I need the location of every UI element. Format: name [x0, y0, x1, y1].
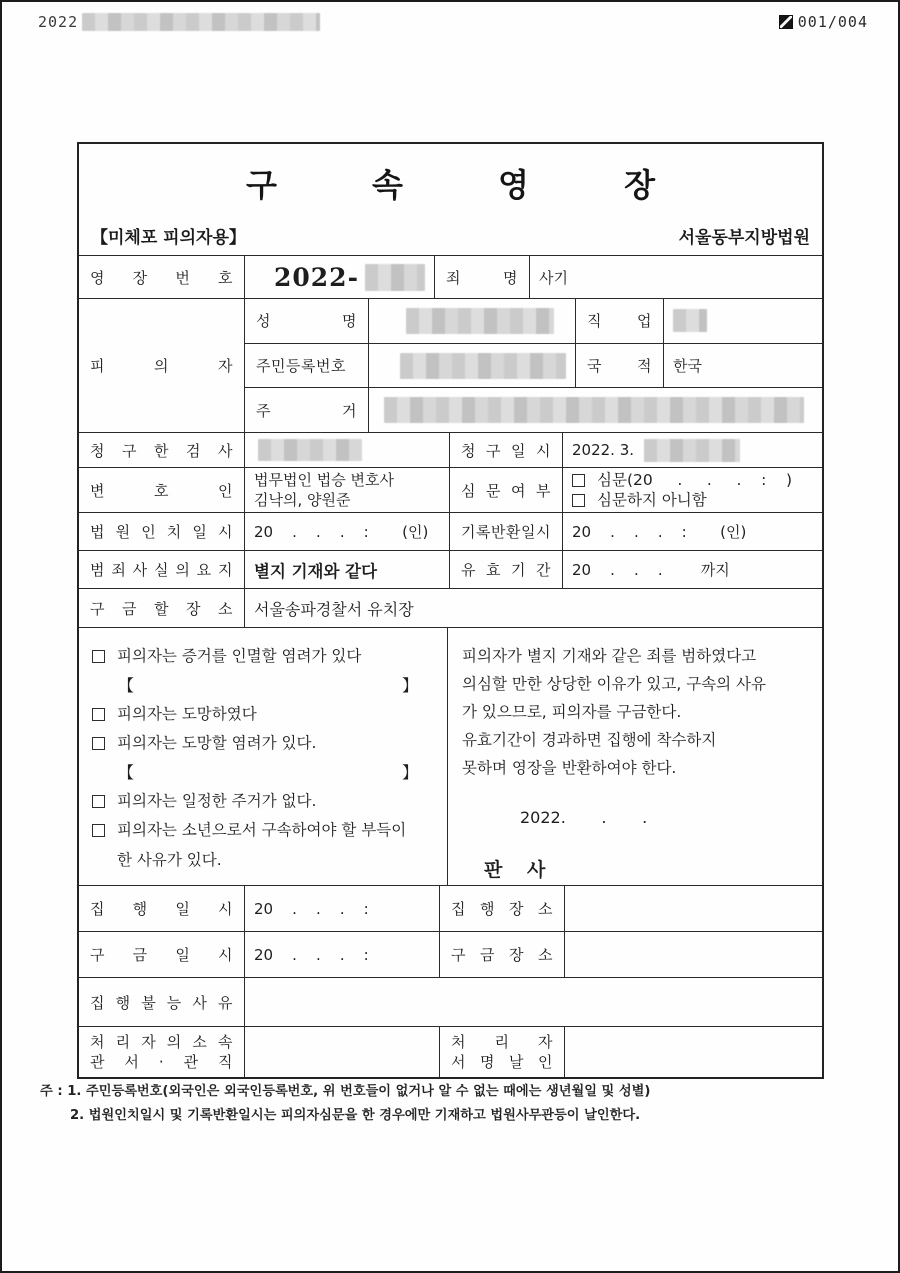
confinement-place-label: 구 금 장 소 [439, 932, 564, 977]
order-date: 2022. . . [520, 808, 648, 827]
suspect-name-row [245, 299, 822, 343]
prosecutor-value [244, 433, 449, 467]
execution-time-row [79, 885, 822, 931]
judge-label: 판 사 [484, 859, 555, 881]
rrn-label: 주민등록번호 [256, 357, 346, 375]
prosecutor-row [79, 432, 822, 467]
fax-page-icon [779, 15, 793, 29]
reason-item-continuation: 한 사유가 있다. [117, 850, 222, 869]
checkbox-evidence-icon [92, 650, 105, 663]
footnotes [40, 1080, 870, 1128]
order-line: 의심할 만한 상당한 이유가 있고, 구속의 사유 [462, 675, 767, 693]
detention-place-row [79, 588, 822, 627]
warrant-number-redaction [365, 264, 425, 291]
reason-item: 피의자는 도망할 염려가 있다. [92, 729, 439, 758]
residence-value [368, 388, 822, 432]
order-line: 유효기간이 경과하면 집행에 착수하지 [462, 731, 717, 749]
footnote-2: 2. 법원인치일시 및 기록반환일시는 피의자심문을 한 경우에만 기재하고 법원사무관등이 날인한다. [70, 1107, 641, 1123]
bracket-close: 】 [401, 675, 418, 695]
warrant-number-value [244, 256, 434, 298]
checkbox-flight-risk-icon [92, 737, 105, 750]
nationality-value: 한국 [663, 344, 822, 388]
crime-summary-value: 별지 기재와 같다 [244, 551, 449, 588]
delivery-label: 법 원 인 치 일 시 [90, 523, 233, 541]
form-header [79, 144, 822, 255]
court-delivery-row [79, 512, 822, 550]
warrant-number-row [79, 255, 822, 298]
job-value [663, 299, 822, 343]
name-redaction [406, 308, 554, 334]
confinement-time-label: 구 금 일 시 [90, 946, 233, 964]
request-time-label: 청 구 일 시 [449, 433, 562, 467]
footnote-prefix: 주 : [40, 1084, 63, 1099]
reason-item: 피의자는 소년으로서 구속하여야 할 부득이 [92, 816, 439, 845]
form-subheader [79, 223, 822, 255]
validity-value: 20 . . . 까지 [562, 551, 822, 588]
order-text-block [447, 628, 822, 885]
order-line: 못하며 영장을 반환하여야 한다. [462, 759, 677, 777]
form-type-note: 【미체포 피의자용】 [91, 228, 246, 248]
name-value [368, 299, 575, 343]
handler-sign-label: 처 리 자 서 명 날 인 [439, 1027, 564, 1077]
request-time-value [562, 433, 822, 467]
hearing-value [562, 468, 822, 512]
residence-label: 주 거 [256, 401, 357, 420]
checkbox-hearing-yes-icon [572, 474, 585, 487]
reason-bracket [92, 671, 418, 700]
reason-item: 피의자는 도망하였다 [92, 700, 439, 729]
court-name: 서울동부지방법원 [678, 228, 810, 248]
execution-place-value [564, 886, 822, 931]
execution-impossible-value [244, 978, 822, 1026]
form-title: 구 속 영 장 [245, 166, 698, 204]
confinement-time-value: 20 . . . : [244, 932, 439, 977]
reason-item: 피의자는 일정한 주거가 없다. [92, 787, 439, 816]
execution-place-label: 집 행 장 소 [439, 886, 564, 931]
reason-item: 피의자는 증거를 인멸할 염려가 있다 [92, 642, 439, 671]
confinement-place-value [564, 932, 822, 977]
execution-time-label: 집 행 일 시 [90, 900, 233, 918]
hearing-option-2: 심문하지 아니함 [572, 490, 813, 510]
handler-dept-label: 처 리 자 의 소 속 관 서 · 관 직 [90, 1032, 233, 1071]
execution-time-value: 20 . . . : [244, 886, 439, 931]
attorney-line1: 법무법인 법승 변호사 [254, 470, 394, 489]
records-return-value: 20 . . . : (인) [562, 513, 822, 550]
detention-place-label: 구 금 할 장 소 [90, 599, 233, 618]
warrant-number-prefix: 2022- [274, 262, 359, 292]
prosecutor-label: 청 구 한 검 사 [90, 441, 233, 460]
fax-header-year: 2022 [38, 13, 79, 31]
job-label: 직 업 [575, 299, 663, 343]
handler-row [79, 1026, 822, 1077]
residence-redaction [384, 397, 804, 423]
execution-impossible-row [79, 977, 822, 1026]
checkbox-no-residence-icon [92, 795, 105, 808]
crime-label: 죄 명 [434, 256, 529, 298]
fax-page-counter-group [779, 13, 868, 31]
hearing-label: 심 문 여 부 [449, 468, 562, 512]
crime-summary-label: 범 죄 사 실 의 요 지 [90, 561, 233, 579]
nationality-label: 국 적 [575, 344, 663, 388]
bracket-close: 】 [401, 762, 418, 782]
checkbox-juvenile-icon [92, 824, 105, 837]
suspect-label: 피 의 자 [90, 357, 233, 375]
fax-header-redaction [82, 13, 320, 31]
checkbox-fled-icon [92, 708, 105, 721]
records-return-label: 기록반환일시 [449, 513, 562, 550]
checkbox-hearing-no-icon [572, 494, 585, 507]
request-time-redaction [644, 439, 740, 462]
name-label: 성 명 [256, 312, 357, 331]
rrn-redaction [400, 353, 566, 379]
fax-header [38, 10, 868, 34]
suspect-subtable [244, 299, 822, 432]
attorney-label: 변 호 인 [90, 481, 233, 500]
bracket-open: 【 [118, 762, 135, 782]
confinement-time-row [79, 931, 822, 977]
reasons-block [79, 627, 822, 885]
attorney-value [244, 468, 449, 512]
suspect-residence-row [245, 387, 822, 432]
hearing-option-1: 심문(20 . . . : ) [572, 470, 813, 490]
fax-page-counter: 001/004 [797, 13, 868, 31]
suspect-block [79, 298, 822, 432]
crime-summary-row [79, 550, 822, 588]
attorney-line2: 김낙의, 양원준 [254, 491, 351, 509]
arrest-warrant-form [77, 142, 824, 1079]
prosecutor-redaction [258, 439, 362, 461]
rrn-value [368, 344, 575, 388]
request-time-text: 2022. 3. [572, 441, 635, 459]
footnote-1: 주 : 1. 주민등록번호(외국인은 외국인등록번호, 위 번호들이 없거나 알 수 없는 때에는 생년월일 및 성별) [40, 1084, 651, 1099]
bracket-open: 【 [118, 675, 135, 695]
validity-label: 유 효 기 간 [449, 551, 562, 588]
execution-impossible-label: 집 행 불 능 사 유 [90, 993, 233, 1012]
order-line: 가 있으므로, 피의자를 구금한다. [462, 703, 682, 721]
reasons-checklist [79, 628, 447, 885]
detention-place-value: 서울송파경찰서 유치장 [244, 589, 822, 627]
reason-bracket [92, 758, 418, 787]
job-redaction [673, 309, 707, 332]
handler-sign-value [564, 1027, 822, 1077]
crime-value: 사기 [529, 256, 822, 298]
warrant-number-label: 영 장 번 호 [90, 268, 233, 287]
order-line: 피의자가 별지 기재와 같은 죄를 범하였다고 [462, 647, 757, 665]
delivery-value: 20 . . . : (인) [244, 513, 449, 550]
handler-dept-value [244, 1027, 439, 1077]
suspect-rrn-row [245, 343, 822, 388]
attorney-row [79, 467, 822, 512]
